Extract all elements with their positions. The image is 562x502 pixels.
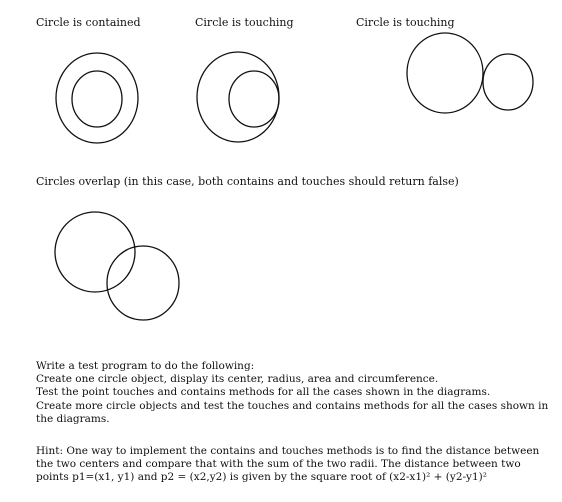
caption-circle-touching-inner: Circle is touching — [195, 16, 294, 29]
caption-circles-overlap: Circles overlap (in this case, both contains and touches should return false) — [36, 175, 459, 188]
external-touching-diagram — [407, 33, 533, 113]
small-circle — [483, 54, 533, 110]
instruction-line: Create one circle object, display its center, radius, area and circumference. — [36, 373, 439, 386]
large-circle — [407, 33, 483, 113]
lower-circle — [107, 246, 179, 320]
instruction-line: Write a test program to do the following: — [36, 360, 255, 372]
caption-circle-touching-outer: Circle is touching — [356, 16, 455, 29]
instruction-line: Create more circle objects and test the touches and contains methods for all the cases shown in the diagrams. — [36, 399, 549, 425]
internal-touching-diagram — [197, 52, 279, 142]
overlap-diagram — [55, 212, 179, 320]
instruction-line: Test the point touches and contains methods for all the cases shown in the diagrams. — [36, 386, 491, 399]
outer-circle — [197, 52, 279, 142]
inner-circle — [72, 71, 122, 127]
caption-circle-contained: Circle is contained — [36, 16, 141, 29]
outer-circle — [56, 53, 138, 143]
instructions — [36, 360, 551, 426]
inner-circle — [229, 71, 279, 127]
hint: Hint: One way to implement the contains and touches methods is to find the distance between the two centers and compare that with the sum of the two radii. The distance between two points p1=(x1, y1) and p2 = (x2,y2) is given by the square root of (x2-x1)² + (y2-y1)² — [36, 445, 540, 484]
contained-diagram — [56, 53, 138, 143]
